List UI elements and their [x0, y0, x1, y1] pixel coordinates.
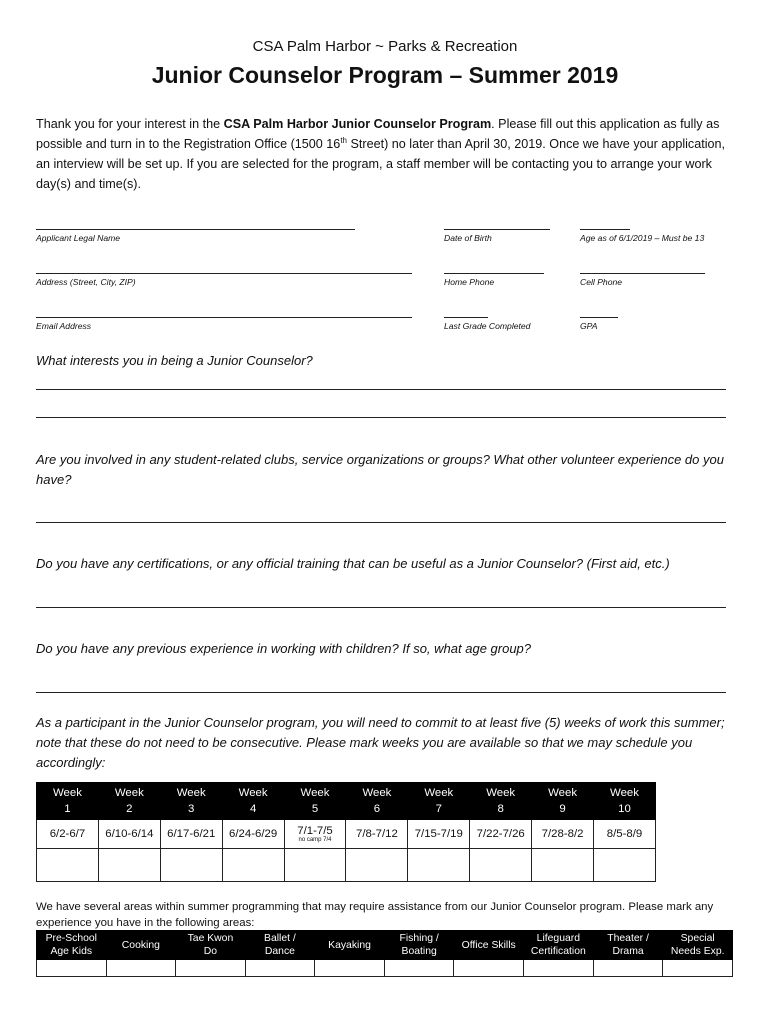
- area-mark-cell[interactable]: [245, 960, 315, 977]
- program-name: CSA Palm Harbor Junior Counselor Program: [223, 117, 492, 131]
- page-title: Junior Counselor Program – Summer 2019: [151, 62, 619, 88]
- week-header: Week 9: [532, 783, 594, 820]
- area-header: Office Skills: [454, 931, 523, 960]
- week-mark-cell[interactable]: [594, 849, 656, 882]
- week-dates: 6/10-6/14: [98, 820, 160, 849]
- answer-line[interactable]: [36, 607, 726, 608]
- areas-header-row: [37, 931, 733, 960]
- week-dates: 7/8-7/12: [346, 820, 408, 849]
- question-certifications: Do you have any certifications, or any official training that can be useful as a Junior Counselor? (First aid, etc.): [36, 556, 670, 571]
- answer-line[interactable]: [36, 522, 726, 523]
- address-label: Address (Street, City, ZIP): [36, 277, 136, 287]
- week-mark-cell[interactable]: [98, 849, 160, 882]
- week-mark-cell[interactable]: [346, 849, 408, 882]
- week-dates: 7/15-7/19: [408, 820, 470, 849]
- area-mark-cell[interactable]: [106, 960, 176, 977]
- gpa-label: GPA: [580, 321, 598, 331]
- question-interests: What interests you in being a Junior Counselor?: [36, 353, 313, 368]
- organization-name: CSA Palm Harbor ~ Parks & Recreation: [252, 38, 518, 55]
- gpa-field[interactable]: [580, 317, 618, 318]
- area-mark-cell[interactable]: [523, 960, 593, 977]
- question-availability: As a participant in the Junior Counselor program, you will need to commit to at least five (5) weeks of work this summer; note that these do not need to be consecutive. Please mark weeks you are available so that we may schedule you accordingly:: [36, 715, 725, 770]
- week-header: Week 1: [37, 783, 99, 820]
- intro-paragraph: Thank you for your interest in the CSA Palm Harbor Junior Counselor Program. Please fill out this application as fully as possible and turn in to the Registration Office (1500 16th Street) no later than April 30, 2019. Once we have your application, an interview will be set up. If you are selected for the program, a staff member will be contacting you to arrange your work day(s) and time(s).: [36, 117, 726, 191]
- week-mark-cell[interactable]: [37, 849, 99, 882]
- week-header: Week 8: [470, 783, 532, 820]
- weeks-table: [36, 782, 656, 882]
- email-label: Email Address: [36, 321, 92, 331]
- email-field[interactable]: [36, 317, 412, 318]
- areas-mark-row: [37, 960, 733, 977]
- home-phone-field[interactable]: [444, 273, 544, 274]
- answer-line[interactable]: [36, 389, 726, 390]
- answer-line[interactable]: [36, 692, 726, 693]
- week-dates: 7/1-7/5 no camp 7/4: [284, 820, 346, 849]
- area-header: Ballet / Dance: [245, 931, 315, 960]
- week-dates: 6/24-6/29: [222, 820, 284, 849]
- week-dates: 7/28-8/2: [532, 820, 594, 849]
- question-experience: Do you have any previous experience in working with children? If so, what age group?: [36, 641, 532, 656]
- area-mark-cell[interactable]: [176, 960, 245, 977]
- applicant-name-field[interactable]: [36, 229, 355, 230]
- address-field[interactable]: [36, 273, 412, 274]
- area-header: Kayaking: [315, 931, 385, 960]
- area-mark-cell[interactable]: [663, 960, 733, 977]
- weeks-dates-row: [37, 820, 656, 849]
- area-mark-cell[interactable]: [384, 960, 454, 977]
- week-dates: 6/17-6/21: [160, 820, 222, 849]
- area-header: Pre-School Age Kids: [37, 931, 107, 960]
- week-mark-cell[interactable]: [284, 849, 346, 882]
- weeks-mark-row: [37, 849, 656, 882]
- week-mark-cell[interactable]: [222, 849, 284, 882]
- last-grade-field[interactable]: [444, 317, 488, 318]
- no-camp-note: no camp 7/4: [298, 836, 332, 843]
- week-header: Week 10: [594, 783, 656, 820]
- week-dates: 7/22-7/26: [470, 820, 532, 849]
- area-header: Special Needs Exp.: [663, 931, 733, 960]
- home-phone-label: Home Phone: [444, 277, 495, 287]
- area-header: Lifeguard Certification: [523, 931, 593, 960]
- area-header: Cooking: [106, 931, 176, 960]
- areas-table: [36, 930, 733, 977]
- area-header: Tae Kwon Do: [176, 931, 245, 960]
- areas-intro: We have several areas within summer programming that may require assistance from our Junior Counselor program. Please mark any experience you have in the following areas:: [36, 901, 714, 929]
- week-header: Week 3: [160, 783, 222, 820]
- dob-field[interactable]: [444, 229, 550, 230]
- area-mark-cell[interactable]: [315, 960, 385, 977]
- week-header: Week 2: [98, 783, 160, 820]
- last-grade-label: Last Grade Completed: [444, 321, 531, 331]
- week-header: Week 4: [222, 783, 284, 820]
- cell-phone-label: Cell Phone: [580, 277, 623, 287]
- week-mark-cell[interactable]: [532, 849, 594, 882]
- area-header: Fishing / Boating: [384, 931, 454, 960]
- week-dates: 8/5-8/9: [594, 820, 656, 849]
- answer-line[interactable]: [36, 417, 726, 418]
- week-dates: 6/2-6/7: [37, 820, 99, 849]
- week-mark-cell[interactable]: [470, 849, 532, 882]
- week-header: Week 5: [284, 783, 346, 820]
- area-mark-cell[interactable]: [454, 960, 523, 977]
- week-mark-cell[interactable]: [160, 849, 222, 882]
- area-mark-cell[interactable]: [593, 960, 663, 977]
- applicant-name-label: Applicant Legal Name: [36, 233, 121, 243]
- area-header: Theater / Drama: [593, 931, 663, 960]
- week-mark-cell[interactable]: [408, 849, 470, 882]
- age-field[interactable]: [580, 229, 630, 230]
- cell-phone-field[interactable]: [580, 273, 705, 274]
- week-header: Week 6: [346, 783, 408, 820]
- dob-label: Date of Birth: [444, 233, 492, 243]
- week-header: Week 7: [408, 783, 470, 820]
- age-label: Age as of 6/1/2019 – Must be 13: [580, 233, 705, 243]
- question-clubs: Are you involved in any student-related clubs, service organizations or groups? What other volunteer experience do you have?: [36, 452, 724, 487]
- area-mark-cell[interactable]: [37, 960, 107, 977]
- weeks-header-row: [37, 783, 656, 820]
